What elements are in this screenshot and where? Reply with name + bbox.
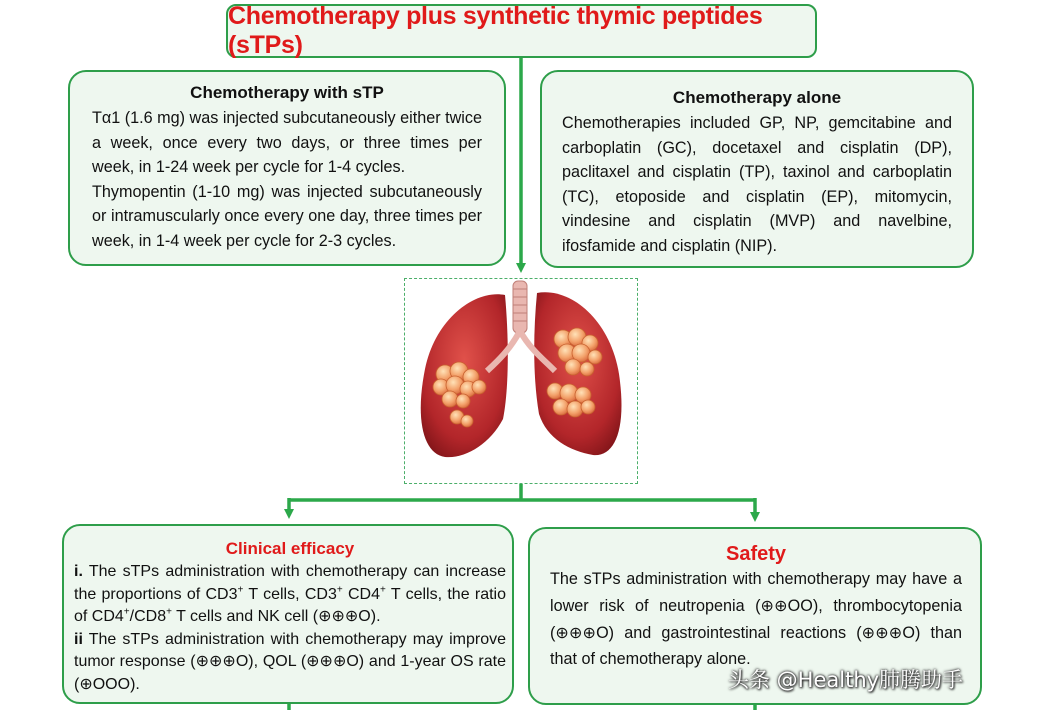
item-1-text: T cells, the ratio of CD4 bbox=[74, 585, 506, 626]
item-2-marker: ii bbox=[74, 630, 83, 648]
item-1-text: T cells, CD3 bbox=[243, 585, 337, 603]
sup: + bbox=[336, 584, 343, 596]
clinical-efficacy-item-2 bbox=[74, 629, 506, 697]
chemo-alone-text: Chemotherapies included GP, NP, gemcitabine and carboplatin (GC), docetaxel and cisplatin (DP), paclitaxel and cisplatin (TP), taxinol and carboplatin (TC), etoposide and cisplatin (EP), mitomycin, vindesine and cisplatin (MVP) and navelbine, ifosfamide and cisplatin (NIP). bbox=[562, 114, 952, 255]
clinical-efficacy-title: Clinical efficacy bbox=[225, 539, 355, 558]
chemo-with-stp-box bbox=[68, 70, 506, 266]
chemo-with-stp-title: Chemotherapy with sTP bbox=[190, 83, 384, 102]
item-1-text: The sTPs administration with chemotherapy can increase the proportions of CD3 bbox=[74, 563, 507, 603]
title-box bbox=[226, 4, 817, 58]
item-1-text: CD4 bbox=[342, 585, 380, 603]
sup: + bbox=[237, 584, 244, 596]
chemo-with-stp-text-1: Tα1 (1.6 mg) was injected subcutaneously either twice a week, once every two days, or three times per week, in 1-24 week per cycle for 1-4 cycles. bbox=[92, 109, 482, 177]
clinical-efficacy-item-1 bbox=[74, 561, 506, 629]
chemo-with-stp-text-2: Thymopentin (1-10 mg) was injected subcutaneously or intramuscularly once every one day, three times per week, in 1-4 week per cycle for 2-3 cycles. bbox=[92, 182, 482, 250]
sup: + bbox=[380, 584, 386, 596]
item-2-text: The sTPs administration with chemotherapy may improve tumor response (⊕⊕⊕O), QOL (⊕⊕⊕O) and 1-year OS rate (⊕OOO). bbox=[74, 630, 507, 693]
sup: + bbox=[166, 606, 172, 618]
item-1-marker: i. bbox=[74, 563, 83, 580]
diagram-title: Chemotherapy plus synthetic thymic peptides (sTPs) bbox=[228, 2, 763, 59]
watermark: 头条 @Healthy肺腾助手 bbox=[728, 668, 964, 692]
lung-illustration-frame bbox=[404, 278, 638, 484]
chemo-alone-box bbox=[540, 70, 974, 268]
item-1-text: /CD8 bbox=[129, 608, 167, 626]
clinical-efficacy-box bbox=[62, 524, 514, 704]
item-1-text: T cells and NK cell (⊕⊕⊕O). bbox=[171, 608, 381, 626]
safety-title: Safety bbox=[725, 543, 787, 565]
safety-text: The sTPs administration with chemotherapy may have a lower risk of neutropenia (⊕⊕OO), thrombocytopenia (⊕⊕⊕O) and gastrointestinal reactions (⊕⊕⊕O) than that of chemotherapy alone. bbox=[550, 570, 962, 669]
lung-tumor-illustration bbox=[405, 279, 636, 482]
sup: + bbox=[123, 606, 130, 618]
chemo-alone-title: Chemotherapy alone bbox=[672, 88, 842, 107]
